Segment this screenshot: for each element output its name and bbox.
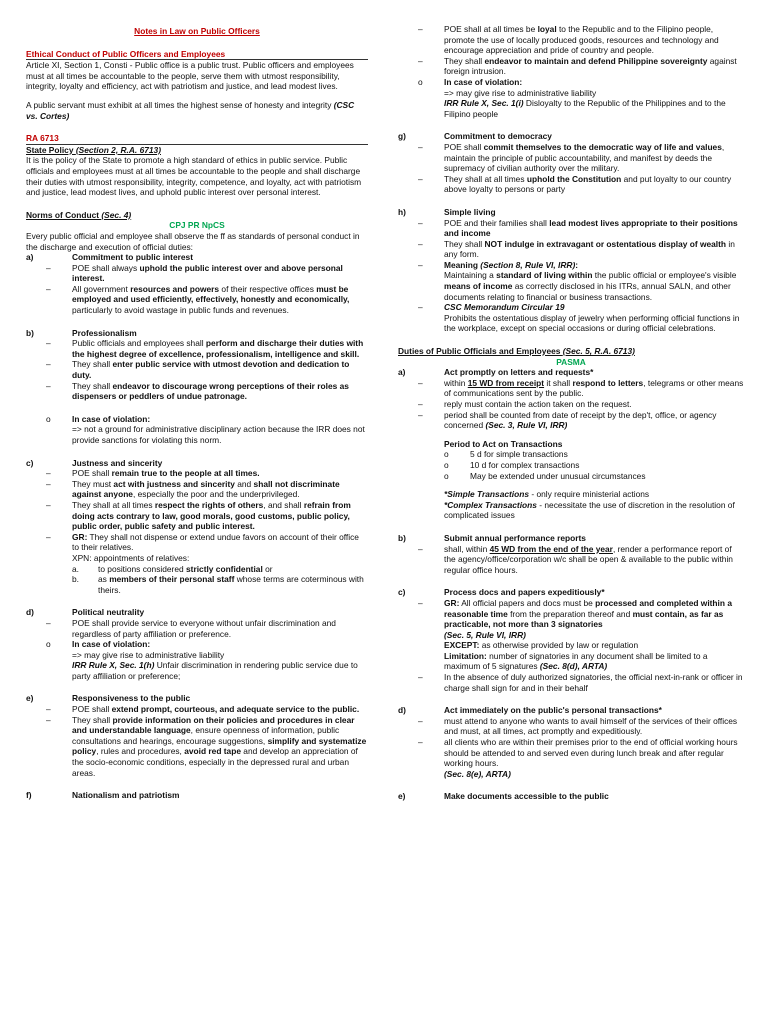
- period-item-1: o 5 d for simple transactions: [444, 449, 568, 460]
- left-column: [26, 0, 368, 801]
- duty-a-item-2: – reply must contain the action taken on the request.: [418, 399, 632, 409]
- norm-f-heading: f) Nationalism and patriotism: [26, 790, 180, 801]
- norm-c-item-4: – GR: They shall not dispense or extend undue favors on account of their office to their relatives. XPN: appointments of relatives:: [46, 531, 359, 563]
- norm-b-violation: o In case of violation: => not a ground for administrative disciplinary action because the IRR does not provide sanctions for violating this norm.: [46, 413, 365, 445]
- norm-c-item-3: – They shall at all times respect the rights of others, and shall refrain from doing acts contrary to law, good morals, good customs, public policy, public order, public safety and public interest.: [46, 499, 351, 532]
- norm-h-csc-circular: – CSC Memorandum Circular 19 Prohibits the ostentatious display of jewelry when performing official functions in the workplace, except on special occasions or during official celebrations.: [418, 302, 740, 334]
- period-item-3: o May be extended under unusual circumstances: [444, 470, 646, 481]
- simple-transactions-note: *Simple Transactions - only require ministerial actions: [444, 489, 650, 500]
- norm-c-exception-b: b. as members of their personal staff whose terms are coterminous with theirs.: [72, 574, 364, 595]
- duty-e-heading: e) Make documents accessible to the public: [398, 791, 609, 802]
- page-title: Notes in Law on Public Officers: [134, 26, 260, 36]
- duty-d-item-1: – must attend to anyone who wants to avail himself of the services of their offices and must, at all times, act promptly and expeditiously.: [418, 715, 738, 737]
- norm-f-item-1: – POE shall at all times be loyal to the Republic and to the Filipino people, promote the use of locally produced goods, resources and technology and encourage appreciation and pride of country and people.: [418, 24, 719, 56]
- norms-mnemonic: CPJ PR NpCS: [169, 220, 225, 231]
- norm-b-heading: b) Professionalism: [26, 327, 137, 338]
- norm-e-item-2: – They shall provide information on their policies and procedures in clear and understandable language, ensure openness of information, public consultations and hearings, encourage suggestions, simplify and systematize policy, rules and procedures, avoid red tape and develop an appreciation of the socio-economic conditions, especially in the depressed rural and urban areas.: [46, 714, 367, 778]
- norm-d-violation: o In case of violation: => may give rise to administrative liability IRR Rule X, Sec. 1(h) Unfair discrimination in rendering public service due to party affiliation or preference;: [46, 639, 358, 681]
- norm-f-item-2: – They shall endeavor to maintain and defend Philippine sovereignty against foreign intrusion.: [418, 55, 737, 77]
- duty-a-item-3: – period shall be counted from date of receipt by the dep't, office, or agency concerned (Sec. 3, Rule VI, IRR): [418, 409, 717, 431]
- duty-b-item-1: – shall, within 45 WD from the end of the year, render a performance report of the agency/office/corporation w/c shall be open & available to the public within regular office hours.: [418, 543, 733, 575]
- state-policy-heading: State Policy (Section 2, R.A. 6713): [26, 144, 161, 155]
- norm-h-heading: h) Simple living: [398, 206, 496, 217]
- norm-a-item-2: – All government resources and powers of their respective offices must be employed and used efficiently, effectively, honestly and economically, particularly to avoid wastage in public funds and revenues.: [46, 283, 350, 316]
- duty-c-item-1: – GR: All official papers and docs must be processed and completed within a reasonable time from the preparation thereof and must contain, as far as practicable, not more than 3 signatories (Sec. 5, Rule VI, IRR) EXCEPT: as otherwise provided by law or regulation Limitation: number of signatories in any document shall be limited to a maximum of 5 signatures (Sec. 8(d), ARTA): [418, 597, 732, 672]
- duty-a-heading: a) Act promptly on letters and requests*: [398, 367, 594, 378]
- period-item-2: o 10 d for complex transactions: [444, 459, 580, 470]
- norm-f-violation: o In case of violation: => may give rise to administrative liability IRR Rule X, Sec. 1(i) Disloyalty to the Republic of the Philippines and to the Filipino people: [418, 76, 726, 119]
- norm-h-item-1: – POE and their families shall lead modest lives appropriate to their positions and income: [418, 217, 738, 239]
- duty-c-item-2: – In the absence of duly authorized signatories, the official next-in-rank or officer in charge shall sign for and in their behalf: [418, 672, 743, 693]
- norm-d-heading: d) Political neutrality: [26, 607, 145, 618]
- norms-heading: Norms of Conduct (Sec. 4): [26, 209, 132, 220]
- right-column: [398, 24, 744, 802]
- norm-h-meaning: – Meaning (Section 8, Rule VI, IRR): Maintaining a standard of living within the public official or employee's visible means of income as correctly disclosed in his ITRs, annual SALN, and other documents relating to financial or business transactions.: [418, 259, 737, 302]
- duty-d-heading: d) Act immediately on the public's personal transactions*: [398, 705, 662, 716]
- norm-g-item-1: – POE shall commit themselves to the democratic way of life and values, maintain the principle of public accountability, and manifest by deeds the supremacy of civilian authority over the military.: [418, 141, 725, 174]
- duties-mnemonic: PASMA: [556, 356, 586, 367]
- article-xi-paragraph: Article XI, Section 1, Consti - Public office is a public trust. Public officers and employees must at all times be accountable to the people, serve them with utmost responsibility, integrity, loyalty and efficiency, act with patriotism and justice, and lead modest lives.: [26, 60, 354, 92]
- norm-c-exception-a: a. to positions considered strictly confidential or: [72, 563, 273, 574]
- norm-c-item-1: – POE shall remain true to the people at all times.: [46, 468, 260, 479]
- ra-6713-heading: RA 6713: [26, 133, 368, 145]
- section-heading-ethical-conduct: Ethical Conduct of Public Officers and Employees: [26, 49, 368, 61]
- period-heading: Period to Act on Transactions: [444, 438, 563, 449]
- norm-b-item-1: – Public officials and employees shall perform and discharge their duties with the highest degree of excellence, professionalism, intelligence and skill.: [46, 338, 364, 359]
- state-policy-body: It is the policy of the State to promote a high standard of ethics in public service. Public officials and employees must at all times be accountable to the people and shall discharge their duties with utmost responsibility, integrity, competence, and loyalty, act with patriotism and justice, lead modest lives, and uphold public interest over personal interest.: [26, 155, 362, 198]
- duties-heading: Duties of Public Officials and Employees (Sec. 5, R.A. 6713): [398, 346, 635, 357]
- public-servant-paragraph: A public servant must exhibit at all times the highest sense of honesty and integrity (CSC vs. Cortes): [26, 99, 355, 121]
- norm-e-item-1: – POE shall extend prompt, courteous, and adequate service to the public.: [46, 704, 360, 715]
- norm-h-item-2: – They shall NOT indulge in extravagant or ostentatious display of wealth in any form.: [418, 238, 735, 260]
- complex-transactions-note: *Complex Transactions - necessitate the use of discretion in the resolution of complicated issues: [444, 499, 735, 521]
- duty-c-heading: c) Process docs and papers expeditiously*: [398, 587, 605, 598]
- norm-b-item-2: – They shall enter public service with utmost devotion and dedication to duty.: [46, 359, 350, 381]
- duty-a-item-1: – within 15 WD from receipt it shall respond to letters, telegrams or other means of communications sent by the public.: [418, 377, 744, 399]
- norm-a-heading: a) Commitment to public interest: [26, 252, 193, 263]
- norm-e-heading: e) Responsiveness to the public: [26, 693, 191, 704]
- norms-body: Every public official and employee shall observe the ff as standards of personal conduct in the discharge and execution of official duties:: [26, 230, 360, 252]
- duty-d-item-2: – all clients who are within their premises prior to the end of official working hours should be attended to and served even during lunch break and after regular working hours. (Sec. 8(e), ARTA): [418, 737, 738, 779]
- norm-d-item-1: – POE shall provide service to everyone without unfair discrimination and regardless of party affiliation or preference.: [46, 617, 336, 639]
- norm-c-heading: c) Justness and sincerity: [26, 457, 163, 468]
- norm-c-item-2: – They must act with justness and sincerity and shall not discriminate against anyone, especially the poor and the underprivileged.: [46, 478, 340, 500]
- norm-b-item-3: – They shall endeavor to discourage wrong perceptions of their roles as dispensers or peddlers of undue patronage.: [46, 380, 349, 402]
- norm-a-item-1: – POE shall always uphold the public interest over and above personal interest.: [46, 262, 343, 284]
- norm-g-heading: g) Commitment to democracy: [398, 131, 552, 142]
- duty-b-heading: b) Submit annual performance reports: [398, 532, 586, 543]
- norm-g-item-2: – They shall at all times uphold the Constitution and put loyalty to our country above loyalty to persons or party: [418, 173, 732, 195]
